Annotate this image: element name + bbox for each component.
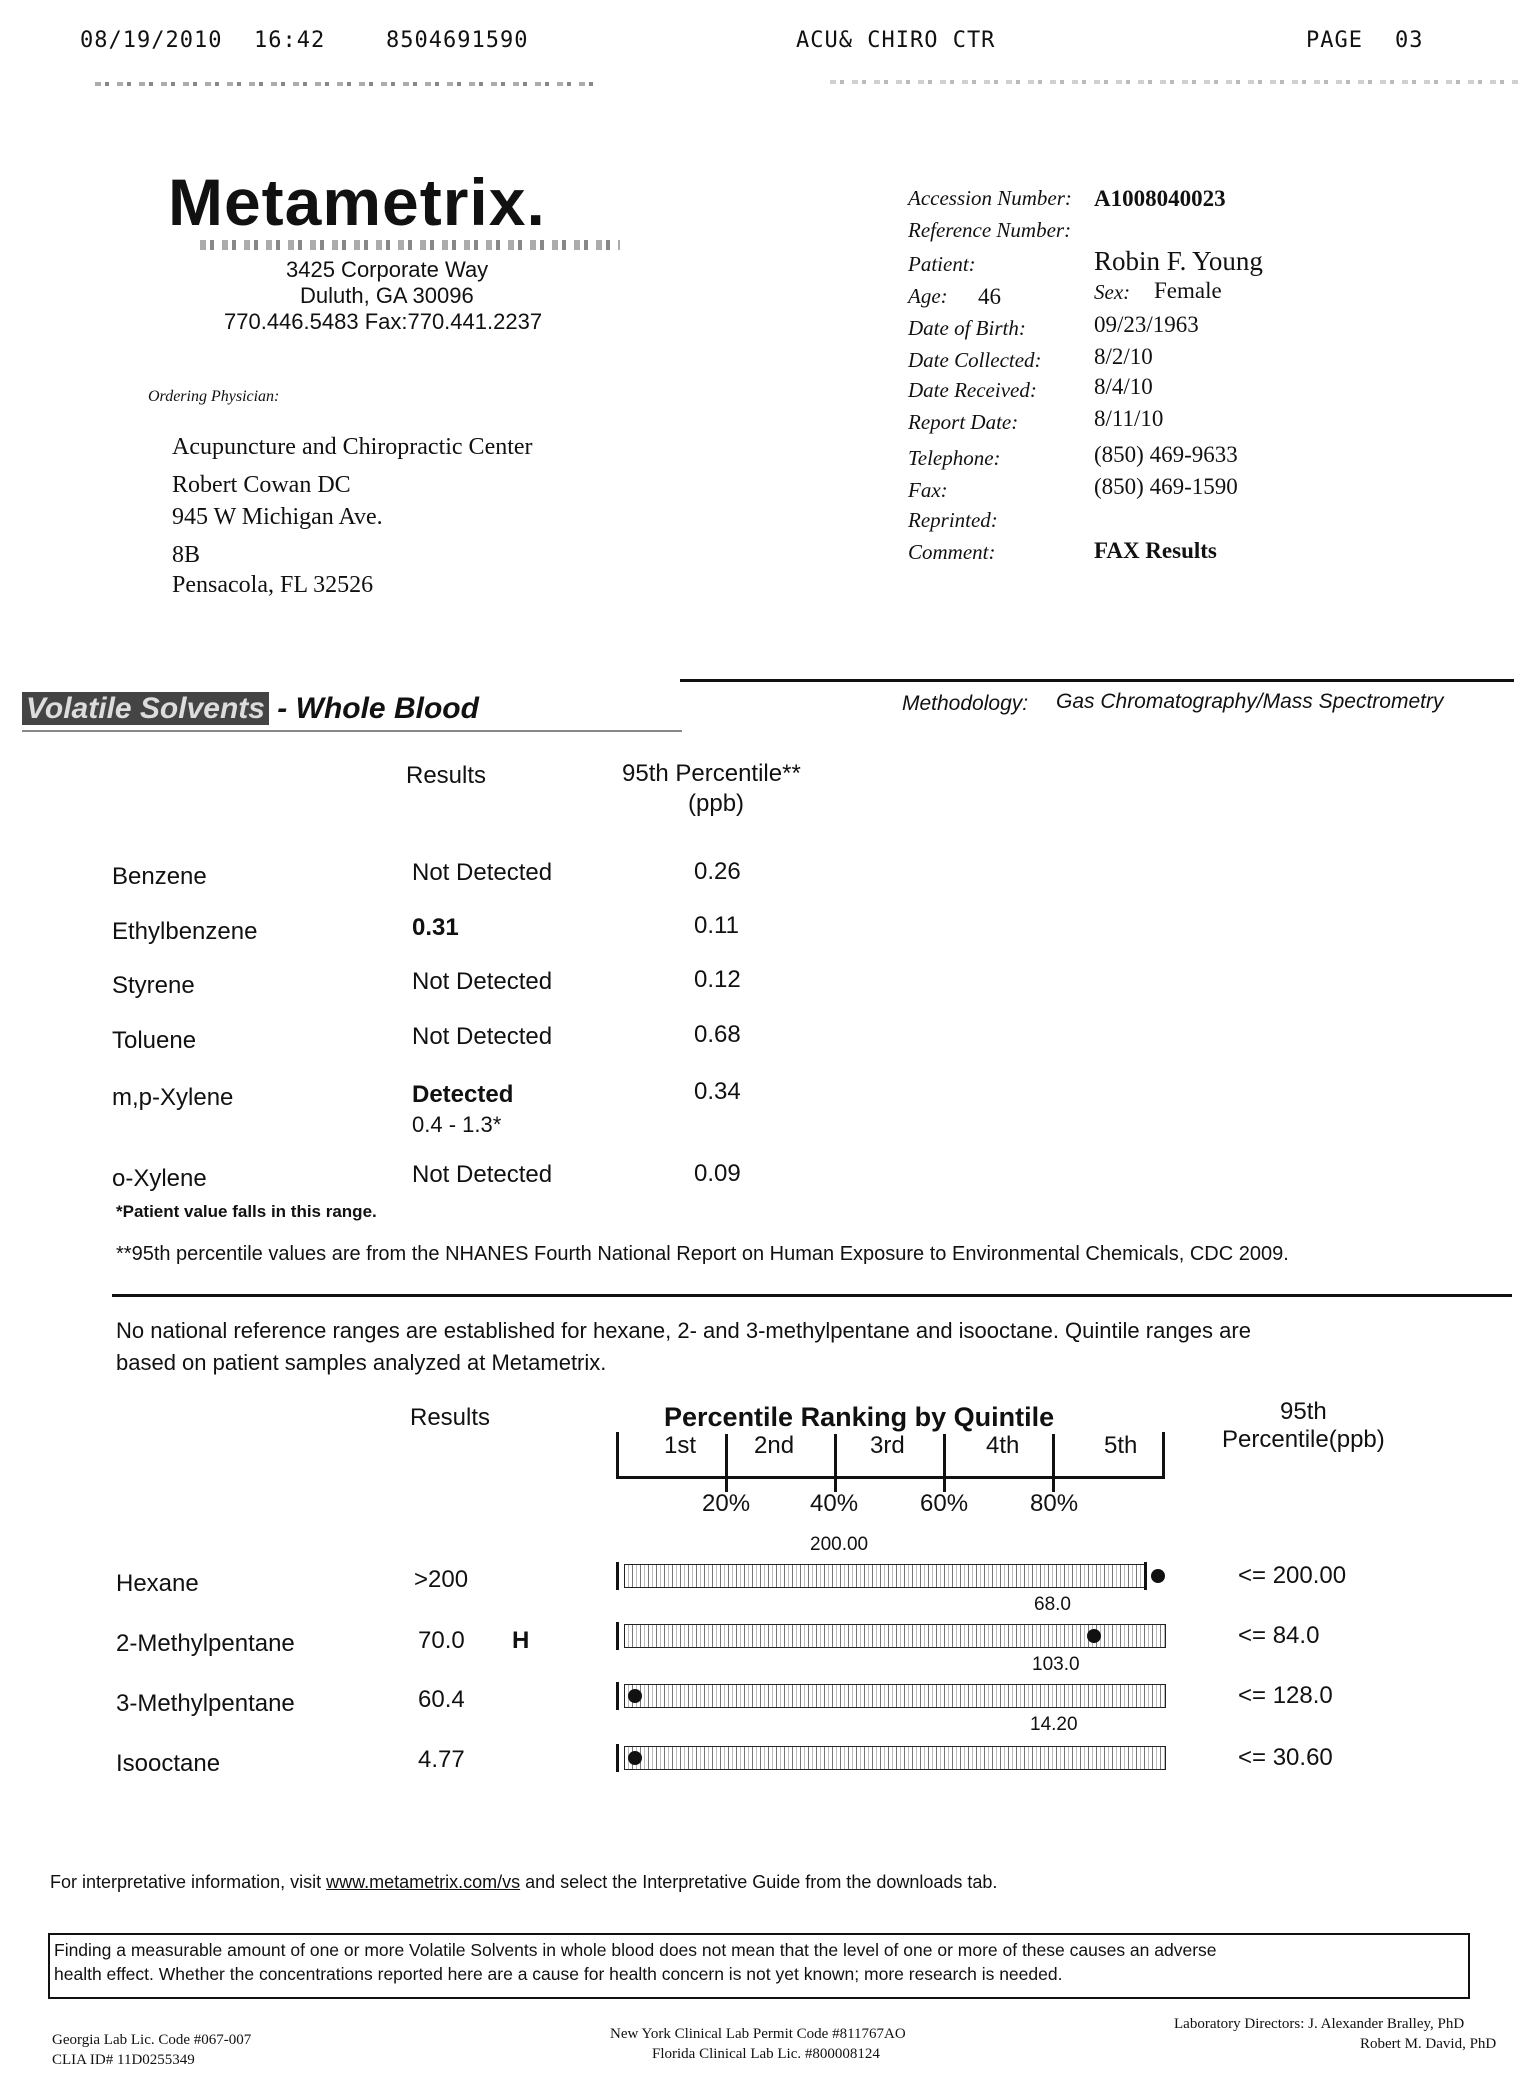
logo-tagline-noise [200, 240, 620, 250]
table2-percentile: <= 30.60 [1238, 1744, 1333, 1771]
fax-time: 16:42 [254, 28, 326, 53]
table1-percentile-header-2: (ppb) [688, 790, 745, 817]
table2-results-header: Results [410, 1404, 491, 1431]
table1-result: Not Detected [412, 859, 553, 886]
fax-label: Fax: [908, 478, 948, 502]
quintile-label: 5th [1104, 1432, 1138, 1459]
interpretive-link[interactable]: www.metametrix.com/vs [326, 1872, 521, 1892]
table2-result: 60.4 [418, 1686, 465, 1713]
fax-date: 08/19/2010 [80, 28, 223, 53]
age-value: 46 [978, 284, 1001, 309]
table2-analyte: 2-Methylpentane [116, 1630, 295, 1657]
methodology-value: Gas Chromatography/Mass Spectrometry [1056, 690, 1444, 713]
table1-analyte: Ethylbenzene [112, 918, 258, 945]
quintile-label: 2nd [754, 1432, 795, 1459]
physician-label: Ordering Physician: [148, 388, 280, 405]
table2-marker-label: 103.0 [1032, 1654, 1080, 1675]
scan-noise-top-right [830, 80, 1520, 84]
quintile-label: 1st [664, 1432, 697, 1459]
quintile-bar-end [616, 1622, 619, 1650]
table1-percentile: 0.68 [694, 1021, 741, 1048]
physician-line-5: Pensacola, FL 32526 [172, 572, 374, 598]
comment-value: FAX Results [1094, 538, 1217, 563]
table2-percentile: <= 84.0 [1238, 1622, 1320, 1649]
quintile-divider [725, 1434, 728, 1492]
table1-result-note: 0.4 - 1.3* [412, 1112, 502, 1137]
table2-analyte: 3-Methylpentane [116, 1690, 295, 1717]
section-title [22, 692, 479, 726]
quintile-label: 4th [986, 1432, 1020, 1459]
comment-label: Comment: [908, 540, 996, 564]
section-top-rule [680, 679, 1514, 682]
table1-result: Not Detected [412, 1161, 553, 1188]
table2-result: 70.0 [418, 1627, 465, 1654]
table1-result: Detected [412, 1081, 514, 1108]
footer-right-1: Laboratory Directors: J. Alexander Bralley, PhD [1174, 2016, 1465, 2032]
result-marker [1151, 1569, 1165, 1583]
patient-label: Patient: [908, 252, 976, 276]
age-label: Age: [908, 284, 948, 308]
physician-line-3: 945 W Michigan Ave. [172, 504, 383, 530]
received-value: 8/4/10 [1094, 374, 1153, 399]
disclaimer-line-1: Finding a measurable amount of one or more Volatile Solvents in whole blood does not mean that the level of one or more of these causes an adverse [54, 1940, 1217, 1960]
table2-percentile: <= 128.0 [1238, 1682, 1333, 1709]
received-label: Date Received: [908, 378, 1037, 402]
lab-address-2: Duluth, GA 30096 [300, 283, 474, 308]
result-marker [628, 1751, 642, 1765]
intro-line-2: based on patient samples analyzed at Metametrix. [116, 1350, 607, 1375]
lab-address-1: 3425 Corporate Way [286, 257, 489, 282]
table2-marker-label: 68.0 [1034, 1594, 1071, 1615]
table2-analyte: Hexane [116, 1570, 199, 1597]
section-title-suffix: - Whole Blood [268, 692, 479, 725]
table2-marker-label: 200.00 [810, 1534, 869, 1555]
sex-label: Sex: [1094, 280, 1131, 304]
table1-percentile: 0.26 [694, 858, 741, 885]
reprinted-label: Reprinted: [908, 508, 998, 532]
methodology-label: Methodology: [902, 692, 1029, 715]
table1-bottom-rule [112, 1294, 1512, 1297]
table1-analyte: o-Xylene [112, 1165, 207, 1192]
table2-result: 4.77 [418, 1746, 465, 1773]
table1-percentile: 0.09 [694, 1160, 741, 1187]
patient-name: Robin F. Young [1094, 246, 1263, 276]
quintile-bar-end [616, 1682, 619, 1710]
physician-line-1: Acupuncture and Chiropractic Center [172, 434, 533, 460]
dob-value: 09/23/1963 [1094, 312, 1199, 337]
table1-percentile-header-1: 95th Percentile** [622, 760, 801, 787]
reference-label: Reference Number: [908, 218, 1072, 242]
result-marker [628, 1689, 642, 1703]
table2-flag: H [512, 1627, 530, 1654]
quintile-bar [624, 1746, 1166, 1770]
table1-results-header: Results [406, 762, 487, 789]
interpretive-info [50, 1872, 997, 1893]
result-marker [1087, 1629, 1101, 1643]
telephone-label: Telephone: [908, 446, 1001, 470]
footnote-nhanes: **95th percentile values are from the NHANES Fourth National Report on Human Exposure to Environmental Chemicals, CDC 2009. [116, 1243, 1289, 1265]
percent-mark: 60% [920, 1490, 969, 1517]
physician-line-2: Robert Cowan DC [172, 472, 351, 498]
quintile-bar [624, 1564, 1146, 1588]
fax-page-label: PAGE [1306, 28, 1363, 53]
quintile-divider [1052, 1434, 1055, 1492]
table2-marker-label: 14.20 [1030, 1714, 1078, 1735]
section-underline [22, 730, 682, 732]
table1-result: Not Detected [412, 1023, 553, 1050]
quintile-scale-left-tick [616, 1432, 619, 1478]
table2-analyte: Isooctane [116, 1750, 221, 1777]
table1-result: 0.31 [412, 914, 459, 941]
section-title-prefix: Volatile Solvents [22, 692, 269, 725]
accession-label: Accession Number: [908, 186, 1072, 210]
table1-percentile: 0.34 [694, 1078, 741, 1105]
quintile-scale-right-tick [1162, 1432, 1165, 1478]
fax-page-number: 03 [1395, 28, 1424, 53]
footer-left-2: CLIA ID# 11D0255349 [52, 2052, 195, 2068]
dob-label: Date of Birth: [908, 316, 1026, 340]
table1-analyte: Styrene [112, 972, 195, 999]
fax-value: (850) 469-1590 [1094, 474, 1238, 499]
report-date-value: 8/11/10 [1094, 406, 1164, 431]
quintile-bar [624, 1624, 1166, 1648]
table2-percentile-header-1: 95th [1280, 1398, 1327, 1425]
percent-mark: 80% [1030, 1490, 1079, 1517]
telephone-value: (850) 469-9633 [1094, 442, 1238, 467]
table1-percentile: 0.11 [694, 912, 739, 939]
quintile-bar-end [616, 1562, 619, 1590]
percent-mark: 40% [810, 1490, 859, 1517]
table1-analyte: m,p-Xylene [112, 1084, 234, 1111]
quintile-bar [624, 1684, 1166, 1708]
table1-result: Not Detected [412, 968, 553, 995]
footer-center-2: Florida Clinical Lab Lic. #800008124 [652, 2046, 880, 2062]
quintile-divider [834, 1434, 837, 1492]
quintile-scale-line [616, 1476, 1165, 1479]
footer-left-1: Georgia Lab Lic. Code #067-007 [52, 2032, 252, 2048]
percent-mark: 20% [702, 1490, 751, 1517]
table1-analyte: Toluene [112, 1027, 197, 1054]
fax-phone: 8504691590 [386, 28, 529, 53]
quintile-bar-end [616, 1744, 619, 1772]
footer-right-2: Robert M. David, PhD [1360, 2036, 1497, 2052]
interpretive-suffix: and select the Interpretative Guide from the downloads tab. [520, 1872, 998, 1892]
lab-logo: Metametrix. [168, 165, 546, 239]
footnote-range: *Patient value falls in this range. [116, 1202, 377, 1221]
collected-value: 8/2/10 [1094, 344, 1153, 369]
disclaimer-line-2: health effect. Whether the concentrations reported here are a cause for health concern is not yet known; more research is needed. [54, 1964, 1063, 1984]
quintile-bar-end [1144, 1562, 1147, 1590]
interpretive-prefix: For interpretative information, visit [50, 1872, 327, 1892]
table1-analyte: Benzene [112, 863, 207, 890]
table1-percentile: 0.12 [694, 966, 741, 993]
fax-sender: ACU& CHIRO CTR [796, 28, 996, 53]
footer-center-1: New York Clinical Lab Permit Code #811767AO [610, 2026, 906, 2042]
ranking-title: Percentile Ranking by Quintile [664, 1402, 1055, 1432]
accession-value: A1008040023 [1094, 186, 1226, 211]
table2-percentile: <= 200.00 [1238, 1562, 1347, 1589]
lab-phone-fax: 770.446.5483 Fax:770.441.2237 [224, 309, 543, 334]
collected-label: Date Collected: [908, 348, 1042, 372]
intro-line-1: No national reference ranges are established for hexane, 2- and 3-methylpentane and isooctane. Quintile ranges are [116, 1318, 1251, 1343]
report-date-label: Report Date: [908, 410, 1019, 434]
quintile-label: 3rd [870, 1432, 905, 1459]
physician-line-4: 8B [172, 542, 201, 568]
quintile-divider [943, 1434, 946, 1492]
table2-percentile-header-2: Percentile(ppb) [1222, 1426, 1385, 1453]
table2-result: >200 [414, 1566, 469, 1593]
scan-noise-top [95, 82, 595, 86]
sex-value: Female [1154, 278, 1222, 303]
